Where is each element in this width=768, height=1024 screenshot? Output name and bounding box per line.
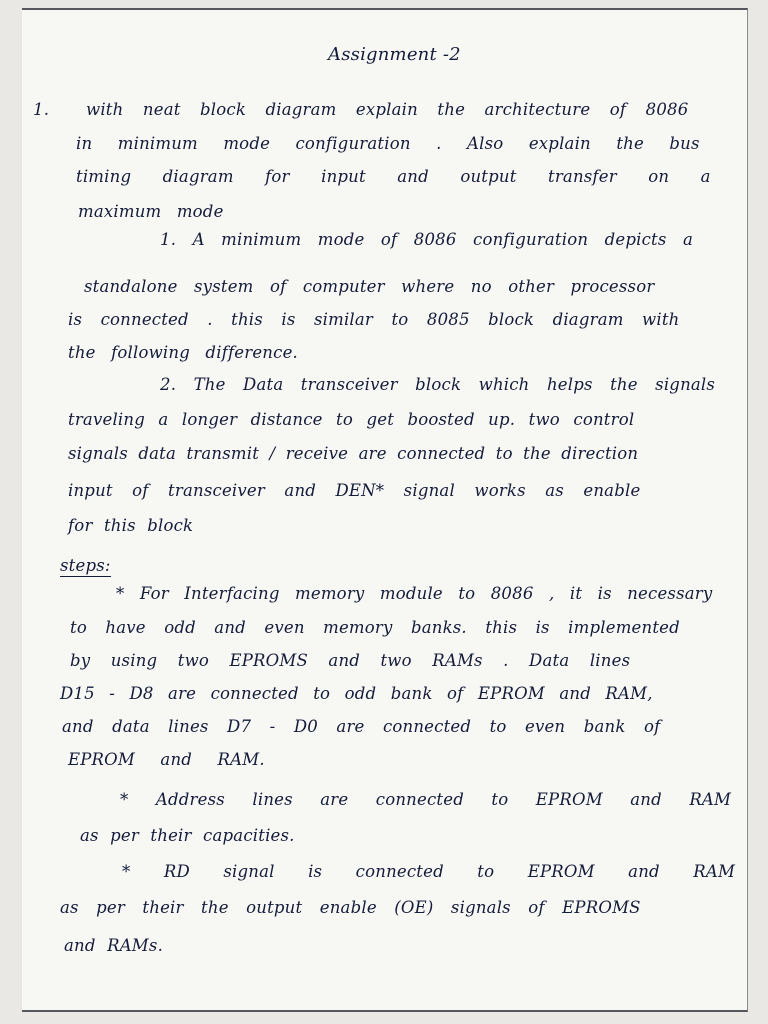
answer-line: for this block bbox=[68, 516, 194, 535]
answer-line: traveling a longer distance to get boosted up. two control bbox=[68, 410, 635, 429]
answer-line: is connected . this is similar to 8085 block diagram with bbox=[68, 310, 680, 329]
answer-line: 1. A minimum mode of 8086 configuration depicts a bbox=[160, 230, 694, 249]
steps-line: EPROM and RAM. bbox=[68, 750, 265, 769]
question-number: 1. bbox=[33, 100, 50, 119]
steps-line: as per their capacities. bbox=[80, 826, 295, 845]
steps-line: and data lines D7 - D0 are connected to even bank of bbox=[62, 717, 661, 736]
question-line: timing diagram for input and output transfer on a bbox=[76, 167, 711, 186]
steps-line: and RAMs. bbox=[64, 936, 164, 955]
steps-line: * Address lines are connected to EPROM and RAM bbox=[120, 790, 732, 809]
answer-line: signals data transmit / receive are connected to the direction bbox=[68, 444, 639, 463]
steps-line: as per their the output enable (OE) signals of EPROMS bbox=[60, 898, 641, 917]
steps-line: * RD signal is connected to EPROM and RAM bbox=[122, 862, 736, 881]
steps-line: to have odd and even memory banks. this is implemented bbox=[70, 618, 680, 637]
steps-heading: steps: bbox=[60, 556, 111, 575]
answer-line: standalone system of computer where no other processor bbox=[84, 277, 655, 296]
steps-line: D15 - D8 are connected to odd bank of EPROM and RAM, bbox=[60, 684, 653, 703]
answer-line: input of transceiver and DEN* signal works as enable bbox=[68, 481, 641, 500]
question-line: in minimum mode configuration . Also explain the bus bbox=[76, 134, 700, 153]
question-line: with neat block diagram explain the architecture of 8086 bbox=[86, 100, 689, 119]
question-line: maximum mode bbox=[78, 202, 224, 221]
answer-line: the following difference. bbox=[68, 343, 298, 362]
answer-line: 2. The Data transceiver block which helps the signals bbox=[160, 375, 716, 394]
steps-line: * For Interfacing memory module to 8086 , it is necessary bbox=[116, 584, 713, 603]
steps-line: by using two EPROMS and two RAMs . Data lines bbox=[70, 651, 631, 670]
page-title: Assignment -2 bbox=[328, 44, 461, 65]
